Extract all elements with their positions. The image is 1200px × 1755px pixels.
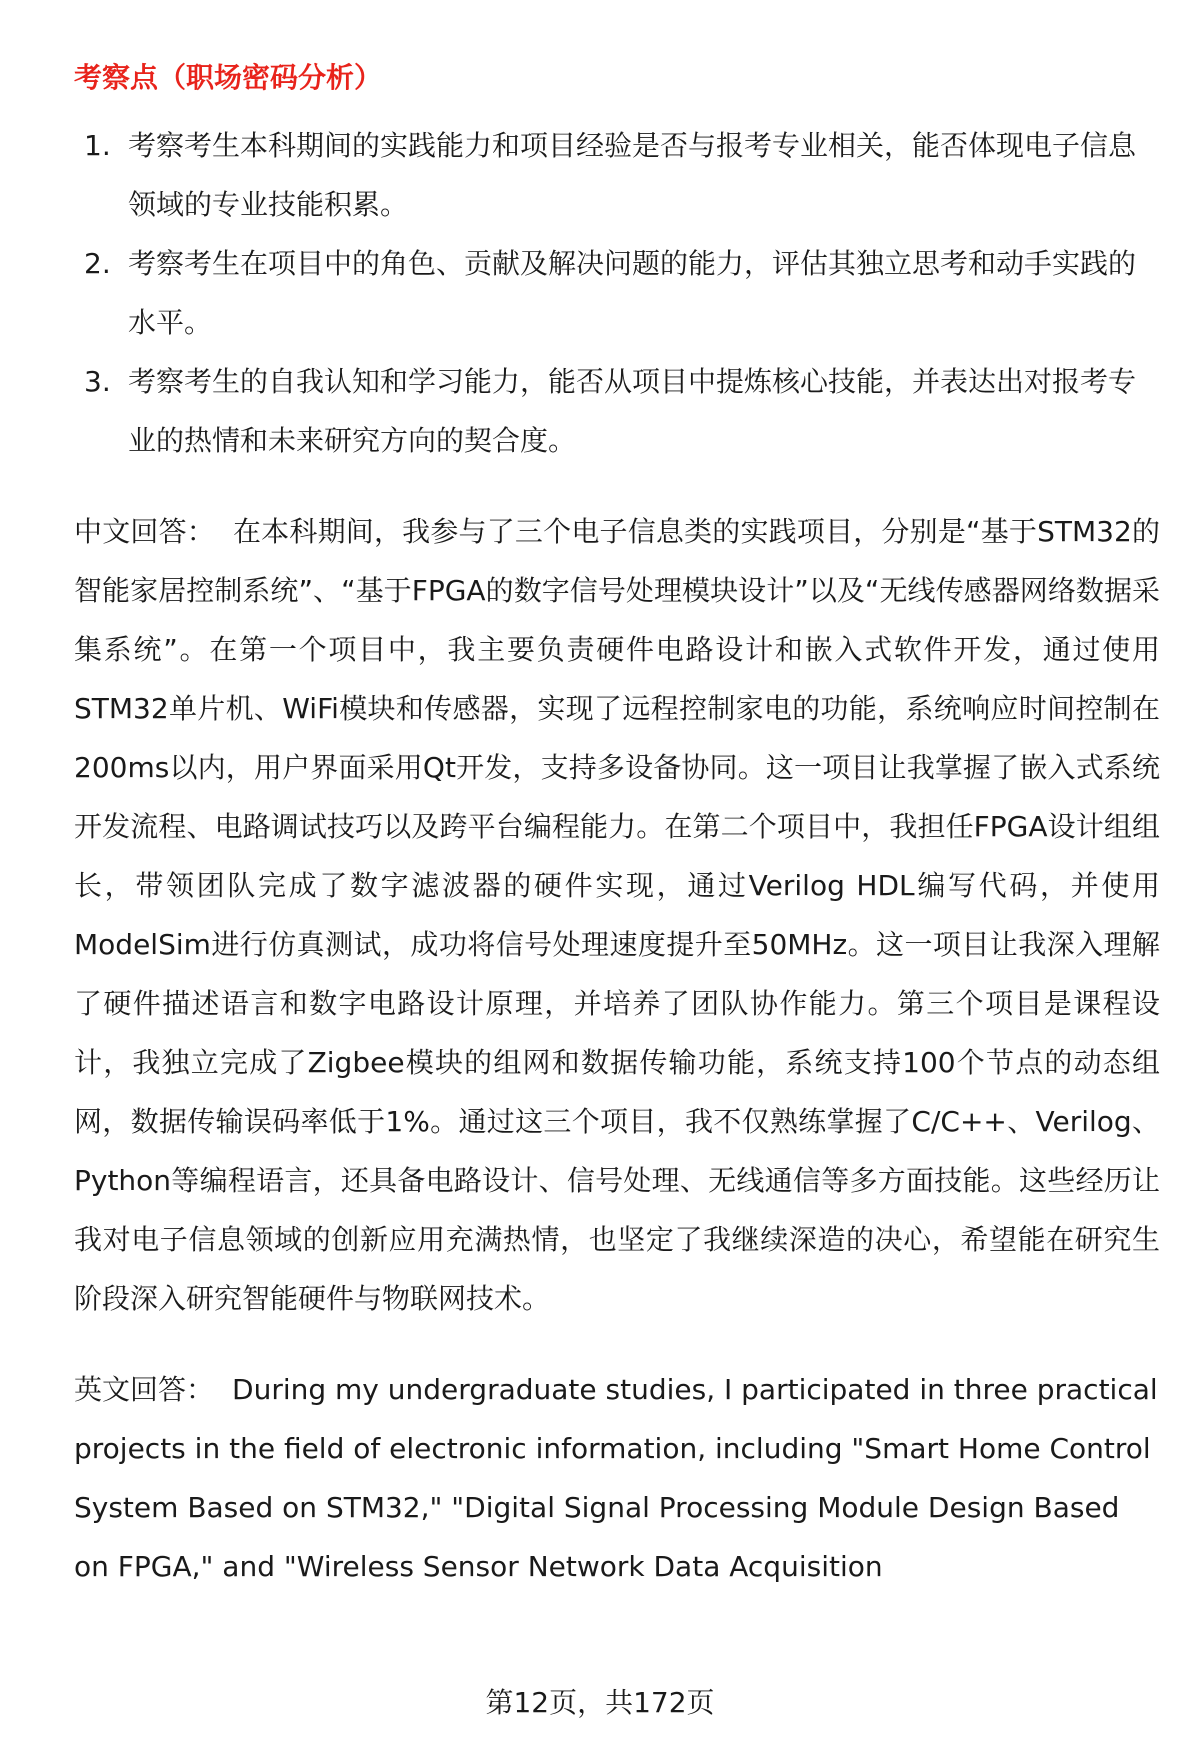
chinese-answer-text: 在本科期间，我参与了三个电子信息类的实践项目，分别是“基于STM32的智能家居控制系统”、“基于FPGA的数字信号处理模块设计”以及“无线传感器网络数据采集系统”。在第一个项目中，我主要负责硬件电路设计和嵌入式软件开发，通过使用STM32单片机、WiFi模块和传感器，实现了远程控制家电的功能，系统响应时间控制在200ms以内，用户界面采用Qt开发，支持多设备协同。这一项目让我掌握了嵌入式系统开发流程、电路调试技巧以及跨平台编程能力。在第二个项目中，我担任FPGA设计组组长，带领团队完成了数字滤波器的硬件实现，通过Verilog HDL编写代码，并使用ModelSim进行仿真测试，成功将信号处理速度提升至50MHz。这一项目让我深入理解了硬件描述语言和数字电路设计原理，并培养了团队协作能力。第三个项目是课程设计，我独立完成了Zigbee模块的组网和数据传输功能，系统支持100个节点的动态组网，数据传输误码率低于1%。通过这三个项目，我不仅熟练掌握了C/C++、Verilog、Python等编程语言，还具备电路设计、信号处理、无线通信等多方面技能。这些经历让我对电子信息领域的创新应用充满热情，也坚定了我继续深造的决心，希望能在研究生阶段深入研究智能硬件与物联网技术。 [74, 515, 1160, 1315]
english-answer-paragraph [74, 1360, 1160, 1596]
document-page [74, 58, 1160, 1596]
chinese-answer-label: 中文回答： [74, 515, 215, 548]
chinese-answer-paragraph [74, 502, 1160, 1328]
list-item [74, 116, 1160, 234]
assessment-points-list [74, 116, 1160, 470]
list-item-text: 考察考生的自我认知和学习能力，能否从项目中提炼核心技能，并表达出对报考专业的热情和未来研究方向的契合度。 [128, 365, 1137, 457]
list-item-number: 2. [84, 247, 111, 280]
english-answer-text: During my undergraduate studies, I participated in three practical projects in the field of electronic information, including "Smart Home Control System Based on STM32," "Digital Signal Processing Module Design Based on FPGA," and "Wireless Sensor Network Data Acquisition [74, 1373, 1158, 1583]
section-heading: 考察点（职场密码分析） [74, 61, 383, 94]
list-item [74, 352, 1160, 470]
page-number-footer: 第12页，共172页 [485, 1686, 715, 1719]
list-item-text: 考察考生在项目中的角色、贡献及解决问题的能力，评估其独立思考和动手实践的水平。 [128, 247, 1137, 339]
english-answer-label: 英文回答： [74, 1373, 215, 1406]
list-item-number: 1. [84, 129, 111, 162]
list-item [74, 234, 1160, 352]
list-item-number: 3. [84, 365, 111, 398]
list-item-text: 考察考生本科期间的实践能力和项目经验是否与报考专业相关，能否体现电子信息领域的专业技能积累。 [128, 129, 1137, 221]
